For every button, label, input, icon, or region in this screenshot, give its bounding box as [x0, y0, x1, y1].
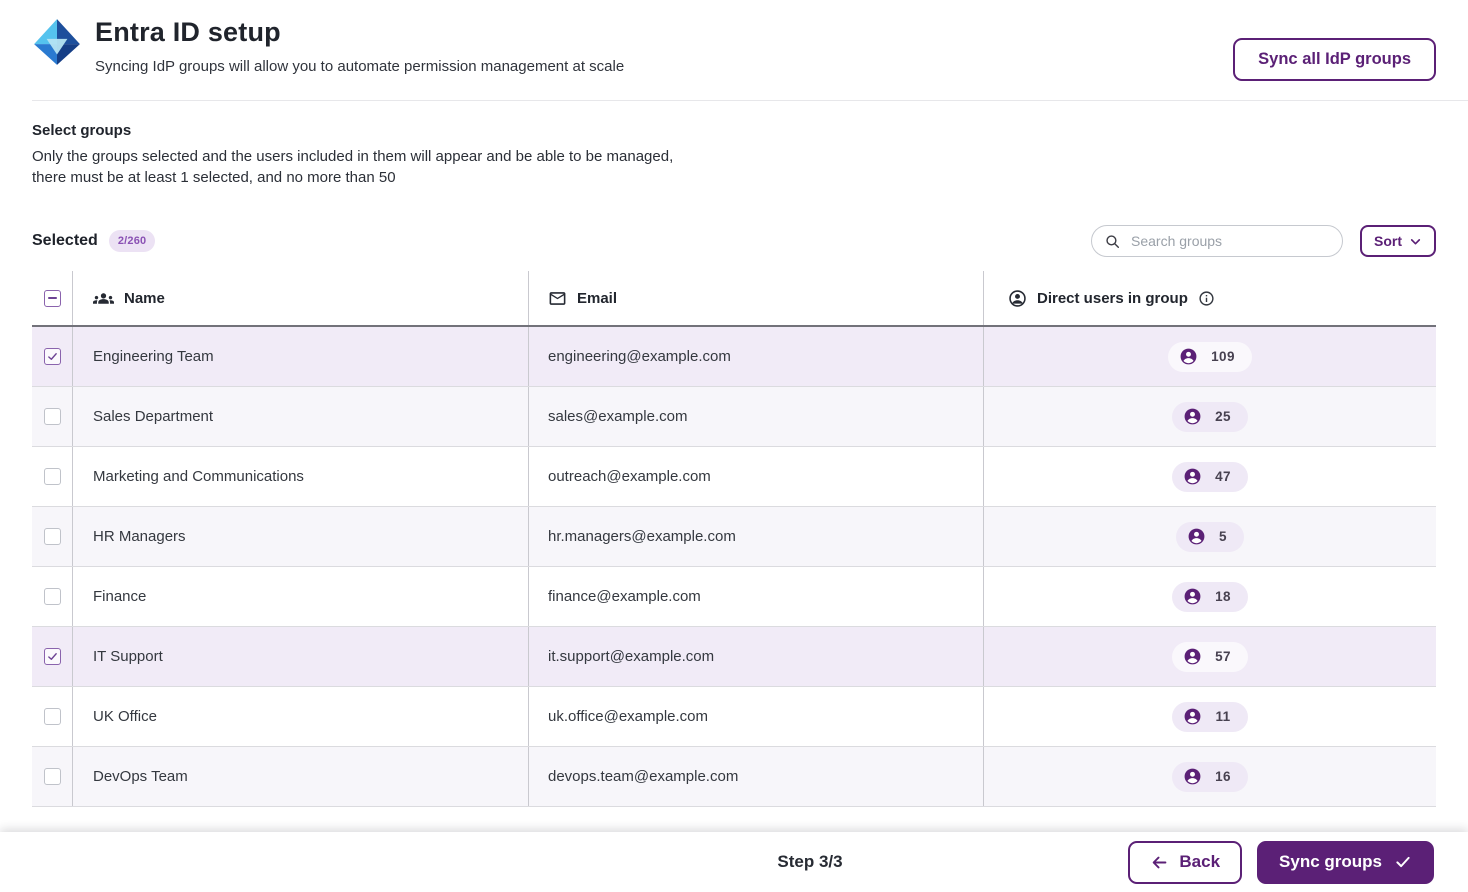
group-email-cell: [528, 627, 983, 686]
group-name: DevOps Team: [93, 768, 188, 785]
user-count-badge: [1172, 762, 1248, 792]
group-email: engineering@example.com: [548, 348, 731, 365]
row-checkbox[interactable]: [44, 528, 61, 545]
selected-counter: [32, 230, 155, 252]
sort-button[interactable]: [1360, 225, 1436, 257]
table-row[interactable]: [32, 687, 1436, 747]
group-users-cell: [983, 447, 1436, 506]
group-name-cell: [72, 747, 528, 806]
group-email-cell: [528, 387, 983, 446]
user-count: 11: [1215, 709, 1231, 724]
group-users-cell: [983, 687, 1436, 746]
group-name-cell: [72, 447, 528, 506]
user-count: 25: [1215, 409, 1231, 424]
name-column-label: Name: [124, 289, 165, 307]
group-users-cell: [983, 387, 1436, 446]
sync-groups-button[interactable]: [1257, 841, 1434, 884]
group-email-cell: [528, 447, 983, 506]
select-groups-heading: Select groups: [32, 122, 132, 139]
table-row[interactable]: [32, 747, 1436, 807]
user-count-badge: [1172, 582, 1248, 612]
user-circle-icon: [1183, 647, 1202, 666]
search-box[interactable]: [1091, 225, 1343, 257]
mail-icon: [548, 289, 567, 308]
indeterminate-icon: [48, 297, 57, 299]
group-name: HR Managers: [93, 528, 186, 545]
row-checkbox-cell: [32, 327, 72, 386]
user-count: 57: [1215, 649, 1231, 664]
checkbox-check-icon: [47, 651, 58, 662]
page-subtitle: Syncing IdP groups will allow you to automate permission management at scale: [95, 58, 625, 75]
row-checkbox-cell: [32, 687, 72, 746]
table-row[interactable]: [32, 507, 1436, 567]
group-email: it.support@example.com: [548, 648, 715, 665]
row-checkbox[interactable]: [44, 768, 61, 785]
back-button-label: Back: [1179, 852, 1221, 871]
group-users-cell: [983, 627, 1436, 686]
group-email-cell: [528, 747, 983, 806]
select-groups-intro: [0, 101, 1468, 188]
users-column-header: [983, 271, 1436, 325]
groups-icon: [93, 288, 114, 309]
user-count-badge: [1172, 402, 1248, 432]
table-row[interactable]: [32, 627, 1436, 687]
user-circle-icon: [1183, 407, 1202, 426]
group-email: finance@example.com: [548, 588, 701, 605]
row-checkbox[interactable]: [44, 648, 61, 665]
group-email: hr.managers@example.com: [548, 528, 736, 545]
search-icon: [1104, 233, 1121, 250]
user-count: 18: [1215, 589, 1231, 604]
group-users-cell: [983, 507, 1436, 566]
toolbar-right: [1091, 225, 1436, 257]
select-groups-description: [32, 146, 752, 188]
user-circle-icon: [1183, 467, 1202, 486]
table-header-row: [32, 271, 1436, 327]
user-circle-icon: [1183, 707, 1202, 726]
sync-groups-label: Sync groups: [1279, 852, 1382, 871]
table-row[interactable]: [32, 387, 1436, 447]
group-users-cell: [983, 327, 1436, 386]
group-name: Finance: [93, 588, 147, 605]
description-line2: there must be at least 1 selected, and no more than 50: [32, 169, 396, 186]
email-column-label: Email: [577, 289, 618, 307]
group-name-cell: [72, 507, 528, 566]
check-icon: [1394, 853, 1412, 871]
row-checkbox[interactable]: [44, 708, 61, 725]
user-circle-icon: [1179, 347, 1198, 366]
table-row[interactable]: [32, 567, 1436, 627]
row-checkbox-cell: [32, 447, 72, 506]
sort-label: Sort: [1374, 233, 1402, 249]
person-circle-icon: [1008, 289, 1027, 308]
select-all-cell: [32, 271, 72, 325]
groups-table: [32, 271, 1436, 807]
header-text: [95, 14, 1233, 75]
step-indicator: Step 3/3: [777, 852, 843, 871]
sync-all-idp-groups-button[interactable]: Sync all IdP groups: [1233, 38, 1436, 81]
back-button[interactable]: [1128, 841, 1242, 884]
search-input[interactable]: [1129, 232, 1330, 250]
row-checkbox-cell: [32, 627, 72, 686]
user-count-badge: [1168, 342, 1252, 372]
user-count-badge: [1176, 522, 1244, 552]
wizard-footer: [0, 832, 1468, 892]
row-checkbox[interactable]: [44, 588, 61, 605]
page-title: Entra ID setup: [95, 17, 281, 47]
group-name: IT Support: [93, 648, 163, 665]
group-users-cell: [983, 747, 1436, 806]
table-body: [32, 327, 1436, 807]
user-circle-icon: [1183, 587, 1202, 606]
page-header: [0, 0, 1468, 100]
checkbox-check-icon: [47, 351, 58, 362]
selected-count-badge: 2/260: [109, 230, 156, 252]
group-name-cell: [72, 687, 528, 746]
description-line1: Only the groups selected and the users included in them will appear and be able to be managed,: [32, 148, 674, 165]
row-checkbox[interactable]: [44, 348, 61, 365]
group-email: uk.office@example.com: [548, 708, 709, 725]
group-email: devops.team@example.com: [548, 768, 739, 785]
chevron-down-icon: [1409, 235, 1422, 248]
user-count: 5: [1219, 529, 1227, 544]
group-name: Engineering Team: [93, 348, 214, 365]
user-count: 16: [1215, 769, 1231, 784]
group-name: UK Office: [93, 708, 157, 725]
group-name-cell: [72, 327, 528, 386]
user-count-badge: [1172, 462, 1248, 492]
user-count-badge: [1172, 642, 1248, 672]
email-column-header: [528, 271, 983, 325]
user-count-badge: [1172, 702, 1247, 732]
group-name: Marketing and Communications: [93, 468, 304, 485]
group-email-cell: [528, 567, 983, 626]
group-name-cell: [72, 387, 528, 446]
row-checkbox[interactable]: [44, 468, 61, 485]
arrow-left-icon: [1150, 853, 1169, 872]
select-all-checkbox[interactable]: [44, 290, 61, 307]
row-checkbox-cell: [32, 567, 72, 626]
table-toolbar: [32, 225, 1436, 257]
user-circle-icon: [1187, 527, 1206, 546]
group-name: Sales Department: [93, 408, 214, 425]
user-count: 109: [1211, 349, 1235, 364]
row-checkbox-cell: [32, 387, 72, 446]
table-row[interactable]: [32, 327, 1436, 387]
entra-id-logo-icon: [32, 16, 82, 68]
users-column-label: Direct users in group: [1037, 289, 1188, 307]
row-checkbox-cell: [32, 747, 72, 806]
group-email-cell: [528, 507, 983, 566]
row-checkbox-cell: [32, 507, 72, 566]
user-count: 47: [1215, 469, 1231, 484]
name-column-header: [72, 271, 528, 325]
user-circle-icon: [1183, 767, 1202, 786]
group-email: outreach@example.com: [548, 468, 711, 485]
row-checkbox[interactable]: [44, 408, 61, 425]
group-name-cell: [72, 627, 528, 686]
info-icon[interactable]: [1198, 290, 1215, 307]
selected-label: Selected: [32, 232, 98, 249]
group-email-cell: [528, 327, 983, 386]
group-users-cell: [983, 567, 1436, 626]
group-name-cell: [72, 567, 528, 626]
table-row[interactable]: [32, 447, 1436, 507]
group-email-cell: [528, 687, 983, 746]
group-email: sales@example.com: [548, 408, 688, 425]
